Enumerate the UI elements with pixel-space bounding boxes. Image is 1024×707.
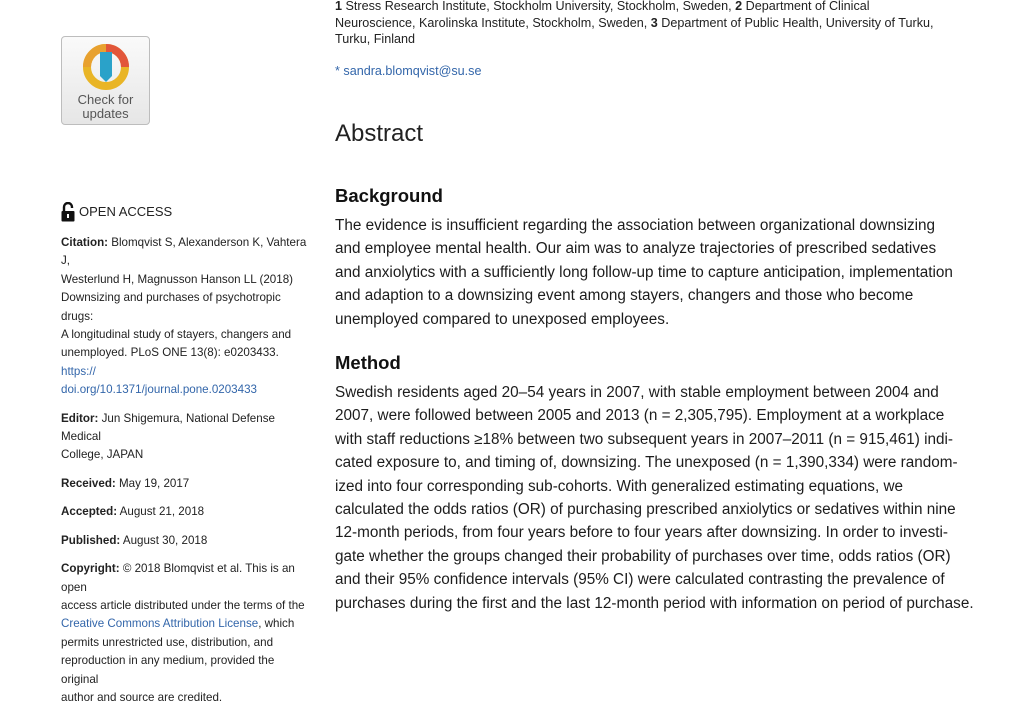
- background-heading: Background: [335, 185, 443, 206]
- copyright-line: reproduction in any medium, provided the original: [61, 654, 275, 686]
- method-line: Swedish residents aged 20–54 years in 2007, with stable employment between 2004 and: [335, 384, 939, 401]
- method-line: calculated the odds ratios (OR) of purchasing prescribed anxiolytics or sedatives within nine: [335, 501, 956, 519]
- accepted-label: Accepted:: [61, 505, 118, 519]
- received-date: [61, 475, 311, 493]
- check-for-updates-badge[interactable]: [61, 36, 150, 125]
- published-value: August 30, 2018: [120, 533, 208, 547]
- accepted-date: [61, 503, 311, 521]
- received-label: Received:: [61, 476, 116, 490]
- license-link[interactable]: Creative Commons Attribution License: [61, 617, 259, 631]
- badge-line-2: updates: [82, 106, 129, 121]
- method-line: cated exposure to, and timing of, downsizing. The unexposed (n = 1,390,334) were random-: [335, 454, 958, 472]
- citation-line: A longitudinal study of stayers, changers and: [61, 328, 292, 342]
- copyright-line: , which: [258, 617, 295, 631]
- citation-label: Citation:: [61, 236, 109, 249]
- background-paragraph: [335, 214, 967, 331]
- corresponding-email-link[interactable]: * sandra.blomqvist@su.se: [335, 64, 482, 78]
- method-paragraph: [335, 381, 974, 615]
- affiliation-number-2: 2: [735, 0, 743, 13]
- doi-link-part-2[interactable]: doi.org/10.1371/journal.pone.0203433: [61, 383, 257, 397]
- affiliation-3-part-b: Turku, Finland: [335, 32, 416, 47]
- affiliation-3-part-a: Department of Public Health, University of Turku,: [657, 15, 934, 30]
- editor-line: Jun Shigemura, National Defense Medical: [61, 411, 275, 444]
- accepted-value: August 21, 2018: [117, 505, 205, 519]
- affiliation-number-1: 1: [335, 0, 343, 13]
- background-line: and employee mental health. Our aim was to analyze trajectories of prescribed sedatives: [335, 240, 937, 258]
- background-line: The evidence is insufficient regarding the association between organizational downsizing: [335, 217, 936, 234]
- open-access-label: OPEN ACCESS: [79, 203, 173, 219]
- editor-label: Editor:: [61, 411, 99, 425]
- citation-line: unemployed. PLoS ONE 13(8): e0203433.: [61, 346, 279, 360]
- method-line: and their 95% confidence intervals (95% CI) were calculated contrasting the prevalence of: [335, 571, 945, 589]
- method-line: purchases during the first and the last 12-month period with information on period of purchase.: [335, 594, 974, 612]
- published-label: Published:: [61, 533, 121, 547]
- affiliation-1: Stress Research Institute, Stockholm University, Stockholm, Sweden,: [342, 0, 736, 13]
- method-line: 2007, were followed between 2005 and 2013 (n = 2,305,795). Employment at a workplace: [335, 407, 945, 425]
- open-lock-icon: [61, 202, 75, 222]
- received-value: May 19, 2017: [115, 476, 190, 490]
- copyright-line: permits unrestricted use, distribution, and: [61, 635, 274, 649]
- citation-line: Downsizing and purchases of psychotropic drugs:: [61, 291, 281, 323]
- method-line: ized into four corresponding sub-cohorts. With generalized estimating equations, we: [335, 477, 903, 495]
- crossmark-icon: [81, 42, 131, 92]
- published-date: [61, 532, 311, 550]
- affiliations: [335, 0, 965, 48]
- copyright-block: [61, 560, 311, 707]
- citation-block: [61, 234, 311, 400]
- method-heading: Method: [335, 352, 401, 373]
- abstract-heading: Abstract: [335, 120, 424, 147]
- editor-line: College, JAPAN: [61, 448, 144, 462]
- affiliation-number-3: 3: [650, 15, 658, 30]
- article-info-sidebar: [61, 200, 311, 707]
- background-line: unemployed compared to unexposed employees.: [335, 310, 670, 328]
- method-line: gate whether the groups changed their probability of purchases over time, odds ratios (OR): [335, 547, 951, 565]
- doi-link-part-1[interactable]: https://: [61, 364, 96, 378]
- affiliation-2-part-a: Department of Clinical: [742, 0, 870, 13]
- editor-block: [61, 410, 311, 465]
- copyright-line: author and source are credited.: [61, 690, 223, 704]
- background-line: and anxiolytics with a sufficiently long follow-up time to capture anticipation, implementation: [335, 263, 953, 281]
- copyright-label: Copyright:: [61, 562, 120, 576]
- citation-line: Blomqvist S, Alexanderson K, Vahtera J,: [61, 236, 307, 268]
- method-line: 12-month periods, from four years before to four years after downsizing. In order to investi-: [335, 524, 949, 542]
- background-line: and adaption to a downsizing event among stayers, changers and those who become: [335, 287, 914, 305]
- method-line: with staff reductions ≥18% between two subsequent years in 2007–2011 (n = 915,461) indi-: [335, 430, 953, 448]
- badge-line-1: Check for: [77, 92, 134, 107]
- citation-line: Westerlund H, Magnusson Hanson LL (2018): [61, 272, 294, 286]
- affiliation-2-part-b: Neuroscience, Karolinska Institute, Stockholm, Sweden,: [335, 15, 651, 30]
- copyright-line: © 2018 Blomqvist et al. This is an open: [61, 562, 295, 594]
- open-access-row: [61, 200, 311, 224]
- copyright-line: access article distributed under the terms of the: [61, 598, 305, 612]
